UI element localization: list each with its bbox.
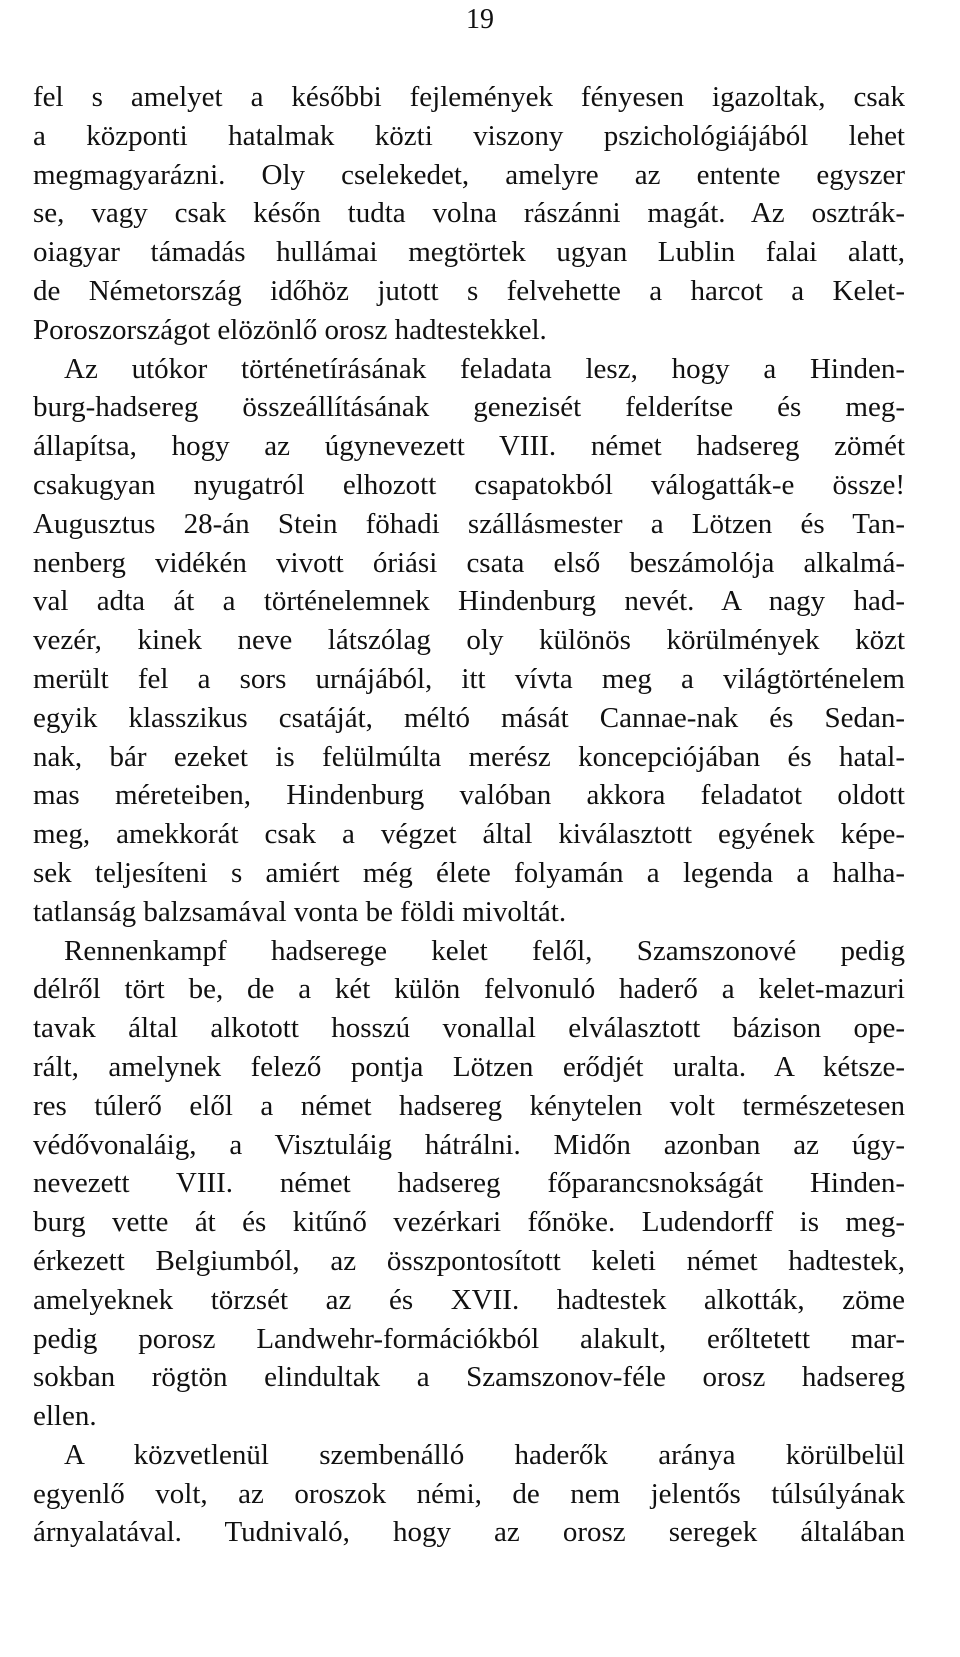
text-line: burg vette át és kitűnő vezérkari főnöke. Ludendorff is meg- [33,1206,905,1239]
text-line: nak, bár ezeket is felülmúlta merész koncepciójában és hatal- [33,740,905,773]
text-line: vezér, kinek neve látszólag oly különös körülmények közt [33,624,905,657]
text-line: Poroszországot elözönlő orosz hadtestekkel. [33,313,547,346]
text-line: amelyeknek törzsét az és XVII. hadtestek alkották, zöme [33,1283,905,1316]
text-line: Rennenkampf hadserege kelet felől, Szamszonové pedig [64,934,905,967]
text-line: Az utókor történetírásának feladata lesz, hogy a Hinden- [64,352,905,385]
text-line: délről tört be, de a két külön felvonuló haderő a kelet-mazuri [33,973,905,1006]
text-line: nenberg vidékén vivott óriási csata első beszámolója alkalmá- [33,546,905,579]
text-line: val adta át a történelemnek Hindenburg nevét. A nagy had- [33,585,905,618]
text-line: tavak által alkotott hosszú vonallal elválasztott bázison ope- [33,1012,905,1045]
page-number: 19 [466,4,494,35]
text-line: a központi hatalmak közti viszony pszichológiájából lehet [33,119,905,152]
text-line: mas méreteiben, Hindenburg valóban akkora feladatot oldott [33,779,905,812]
text-line: ellen. [33,1400,97,1433]
text-line: fel s amelyet a későbbi fejlemények fényesen igazoltak, csak [33,81,905,113]
text-line: árnyalatával. Tudnivaló, hogy az orosz seregek általában [33,1516,905,1549]
text-line: pedig porosz Landwehr-formációkból alakult, erőltetett mar- [33,1322,905,1355]
text-line: sokban rögtön elindultak a Szamszonov-féle orosz hadsereg [33,1361,905,1394]
text-line: res túlerő elől a német hadsereg kénytelen volt természetesen [33,1089,905,1122]
text-line: burg-hadsereg összeállításának genezisét felderítse és meg- [33,391,905,424]
text-line: megmagyarázni. Oly cselekedet, amelyre az entente egyszer [33,158,905,191]
text-line: meg, amekkorát csak a végzet által kiválasztott egyének képe- [33,818,905,851]
text-line: se, vagy csak későn tudta volna rászánni magát. Az osztrák- [33,197,905,230]
text-line: de Németország időhöz jutott s felvehette a harcot a Kelet- [33,274,905,307]
text-line: sek teljesíteni s amiért még élete folyamán a legenda a halha- [33,856,905,889]
text-line: oiagyar támadás hullámai megtörtek ugyan Lublin falai alatt, [33,236,905,269]
body-text [33,78,905,1552]
text-line: védővonaláig, a Visztuláig hátrálni. Midőn azonban az úgy- [33,1128,905,1161]
text-line: rált, amelynek felező pontja Lötzen erődjét uralta. A kétsze- [33,1050,905,1083]
text-line: A közvetlenül szembenálló haderők aránya körülbelül [64,1438,905,1471]
text-line: nevezett VIII. német hadsereg főparancsnokságát Hinden- [33,1167,905,1200]
text-line: állapítsa, hogy az úgynevezett VIII. német hadsereg zömét [33,430,905,463]
text-line: csakugyan nyugatról elhozott csapatokból válogatták-e össze! [33,468,905,501]
text-line: Augusztus 28-án Stein föhadi szállásmester a Lötzen és Tan- [33,507,905,540]
text-line: tatlanság balzsamával vonta be földi mivoltát. [33,895,567,928]
text-line: merült fel a sors urnájából, itt vívta meg a világtörténelem [33,662,905,695]
text-line: érkezett Belgiumból, az összpontosított keleti német hadtestek, [33,1244,905,1277]
text-line: egyenlő volt, az oroszok némi, de nem jelentős túlsúlyának [33,1477,905,1510]
text-line: egyik klasszikus csatáját, méltó mását Cannae-nak és Sedan- [33,701,905,734]
